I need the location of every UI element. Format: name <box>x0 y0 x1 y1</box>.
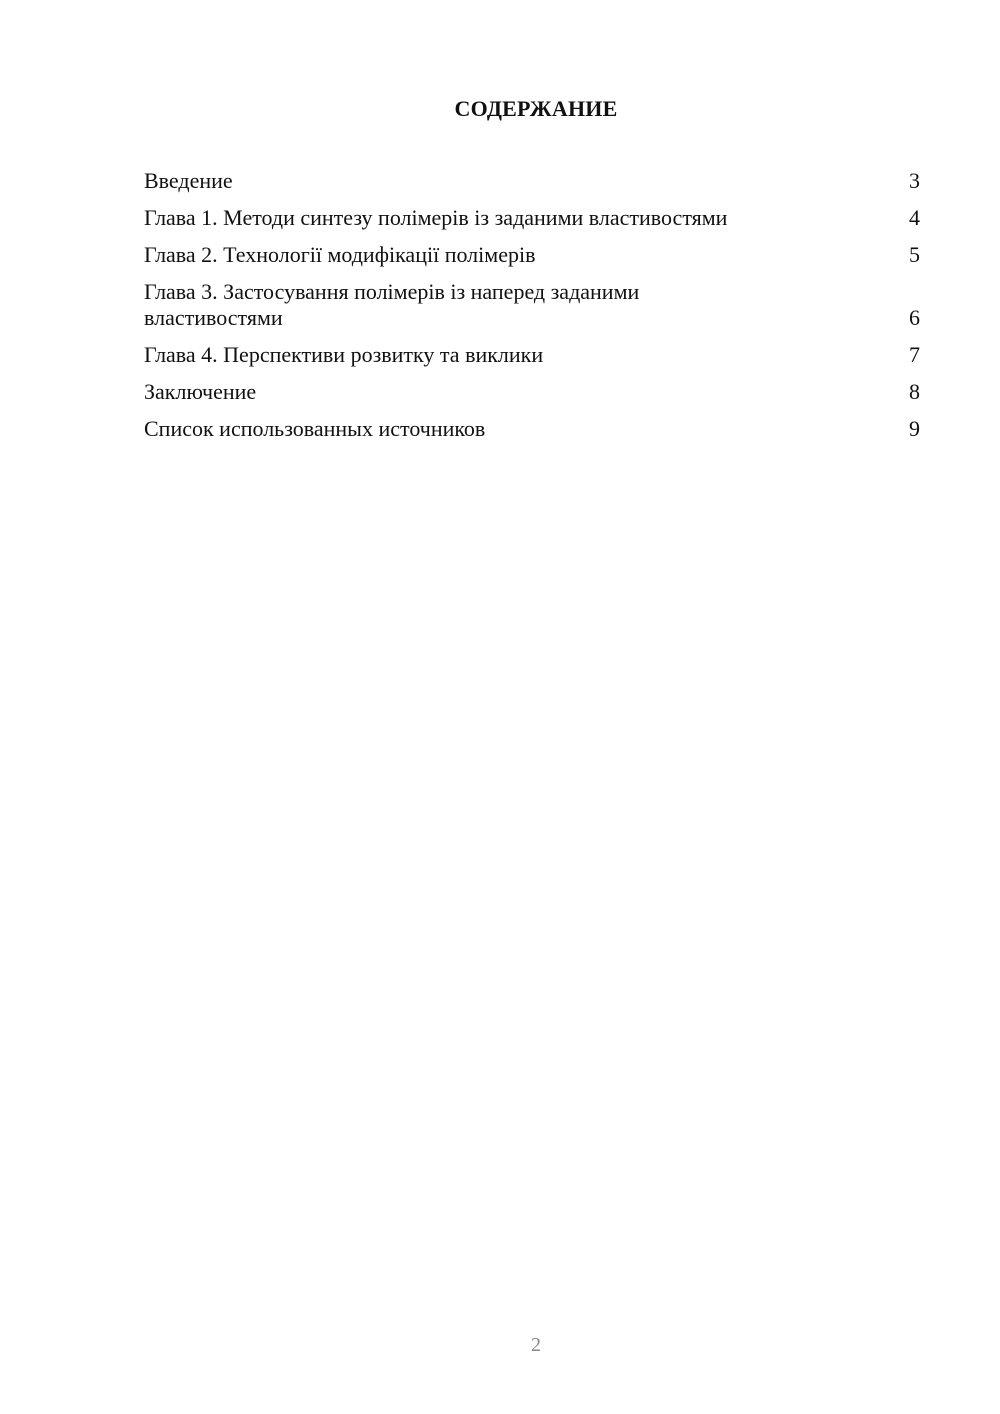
toc-entry-label: Глава 1. Методи синтезу полімерів із заданими властивостями <box>144 205 728 230</box>
toc-entry-label: Введение <box>144 168 233 193</box>
toc-entry-conclusion[interactable] <box>144 379 920 405</box>
toc-entry-page: 5 <box>909 242 920 267</box>
toc-entry-page: 9 <box>909 416 920 441</box>
page-number: 2 <box>531 1334 541 1356</box>
toc-entry-references[interactable] <box>144 416 920 442</box>
toc-entry-label: Глава 2. Технології модифікації полімерів <box>144 242 536 267</box>
toc-entry-introduction[interactable] <box>144 168 920 194</box>
toc-entry-label: Заключение <box>144 379 257 404</box>
toc-entry-label: Глава 3. Застосування полімерів із наперед заданими властивостями <box>144 279 640 330</box>
toc-entry-label: Глава 4. Перспективи розвитку та виклики <box>144 342 544 367</box>
toc-entry-chapter-1[interactable] <box>144 205 920 231</box>
toc-entry-page: 3 <box>909 168 920 193</box>
toc-entry-page: 7 <box>909 342 920 367</box>
table-of-contents <box>144 168 920 453</box>
toc-entry-page: 4 <box>909 205 920 230</box>
toc-entry-label: Список использованных источников <box>144 416 486 441</box>
toc-entry-page: 8 <box>909 379 920 404</box>
toc-entry-chapter-2[interactable] <box>144 242 920 268</box>
toc-entry-page: 6 <box>909 305 920 330</box>
page-title: СОДЕРЖАНИЕ <box>454 96 618 121</box>
toc-entry-chapter-4[interactable] <box>144 342 920 368</box>
toc-entry-chapter-3[interactable] <box>144 279 920 331</box>
